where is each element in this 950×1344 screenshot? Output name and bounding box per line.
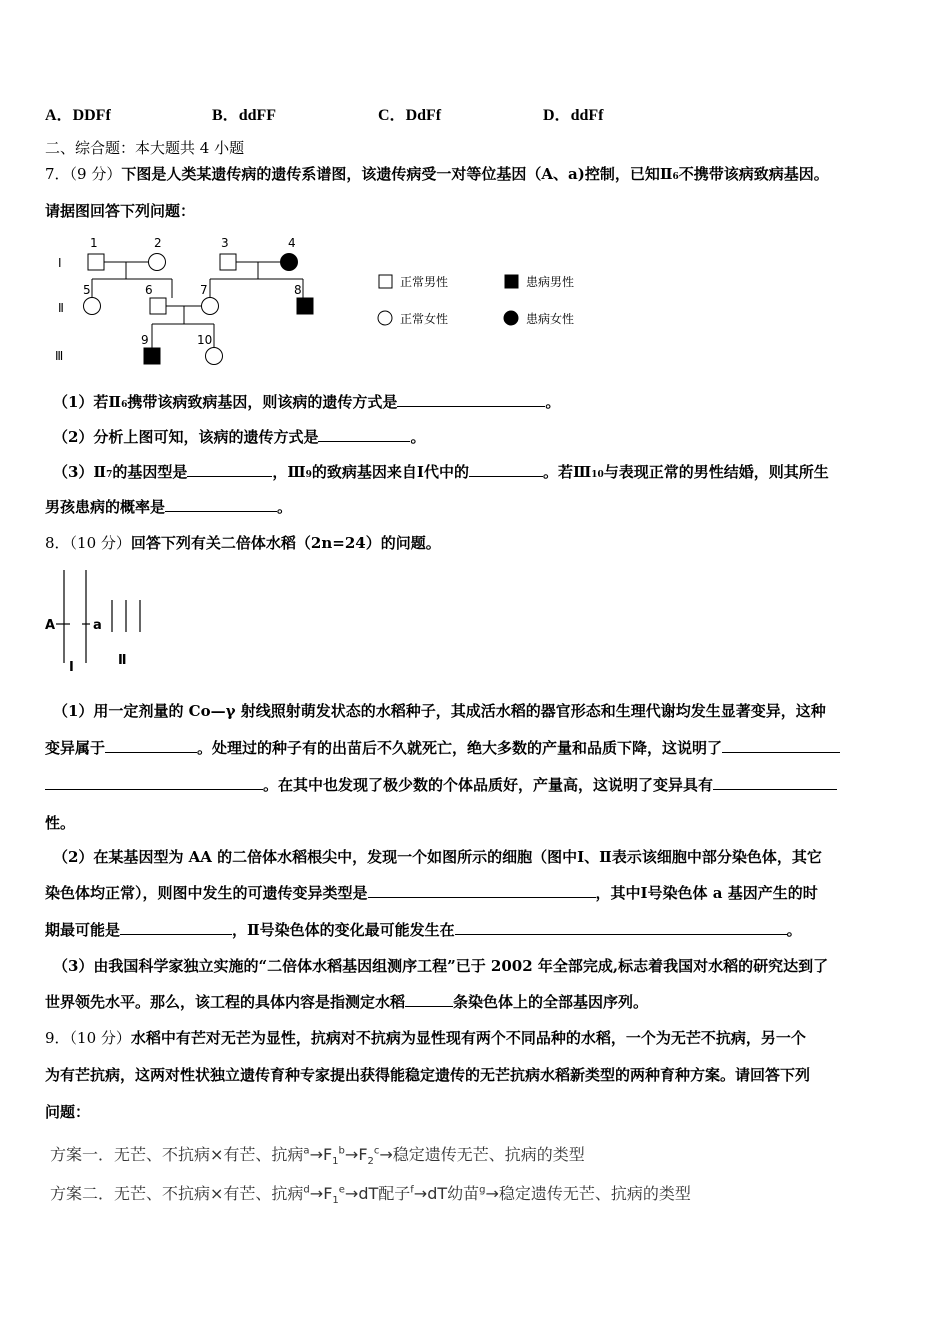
scheme-one: 方案一．无芒、不抗病×有芒、抗病$^a\to F_1^b\to F_2^c\to$稳定遗传无芒、抗病的类型 [50, 1145, 585, 1168]
blank-q7-3b[interactable] [469, 462, 543, 477]
individual-6 [150, 298, 166, 314]
individual-7 [202, 298, 219, 315]
blank-q7-3c[interactable] [165, 497, 277, 512]
individual-5 [84, 298, 101, 315]
q7-prompt: 请据图回答下列问题： [45, 202, 196, 220]
q8-part1-line3: 。在其中也发现了极少数的个体品质好，产量高，这说明了变异具有 [45, 774, 837, 795]
svg-text:a: a [93, 618, 102, 633]
svg-text:1: 1 [90, 236, 98, 250]
gen-label-1: Ⅰ [58, 256, 62, 270]
svg-text:10: 10 [197, 333, 213, 347]
blank-q8-1c[interactable] [713, 775, 837, 790]
q7-part2: （2）分析上图可知，该病的遗传方式是 。 [53, 428, 426, 446]
svg-text:2: 2 [154, 236, 162, 250]
individual-8 [297, 298, 313, 314]
section-title: 二、综合题：本大题共 4 小题 [45, 139, 245, 157]
q8-stem: 8．（10 分）回答下列有关二倍体水稻（2n=24）的问题。 [45, 534, 441, 552]
svg-text:6: 6 [145, 283, 153, 297]
q7-part1: （1）若Ⅱ6携带该病致病基因，则该病的遗传方式是 。 [53, 393, 561, 411]
individual-3 [220, 254, 236, 270]
individual-9 [144, 348, 160, 364]
svg-text:5: 5 [83, 283, 91, 297]
blank-q7-2[interactable] [318, 427, 410, 442]
svg-text:Ⅰ: Ⅰ [69, 660, 74, 675]
legend-normal-male: 正常男性 [400, 275, 449, 289]
blank-q8-1b[interactable] [722, 738, 840, 753]
q8-part1-line4: 性。 [45, 814, 76, 832]
q8-part3-line1: （3）由我国科学家独立实施的“二倍体水稻基因组测序工程”已于 2002 年全部完成,标志着我国对水稻的研究达到了 [53, 957, 829, 975]
blank-q8-2c[interactable] [455, 920, 787, 935]
blank-q7-1[interactable] [397, 392, 545, 407]
q8-part1-line2: 变异属于 。处理过的种子有的出苗后不久就死亡，绝大多数的产量和品质下降，这说明了 [45, 737, 840, 758]
chromosome-figure [40, 565, 170, 675]
svg-text:Ⅱ: Ⅱ [118, 653, 127, 668]
legend-affected-male: 患病男性 [526, 275, 575, 289]
svg-text:3: 3 [221, 236, 229, 250]
blank-q7-3a[interactable] [187, 462, 272, 477]
individual-4 [281, 254, 298, 271]
blank-q8-1b-cont[interactable] [45, 775, 263, 790]
option-c: C．DdFf [378, 107, 442, 124]
q8-part3-line2: 世界领先水平。那么，该工程的具体内容是指测定水稻 条染色体上的全部基因序列。 [45, 993, 649, 1011]
svg-text:9: 9 [141, 333, 149, 347]
svg-text:7: 7 [200, 283, 208, 297]
option-b: B．ddFF [212, 107, 277, 124]
individual-10 [206, 348, 223, 365]
blank-q8-3[interactable] [405, 992, 453, 1007]
blank-q8-2b[interactable] [120, 920, 232, 935]
legend-affected-female: 患病女性 [526, 312, 575, 326]
gen-label-3: Ⅲ [55, 349, 64, 363]
svg-text:8: 8 [294, 283, 302, 297]
pedigree-chart [40, 232, 620, 372]
q7-part3: （3）Ⅱ7的基因型是 ，Ⅲ9的致病基因来自Ⅰ代中的 。若Ⅲ10与表现正常的男性结婚，则其所生 [53, 463, 829, 481]
q7-part3-cont: 男孩患病的概率是 。 [45, 498, 293, 516]
q9-stem-line1: 9．（10 分）水稻中有芒对无芒为显性，抗病对不抗病为显性现有两个不同品种的水稻，一个为无芒不抗病，另一个 [45, 1029, 806, 1047]
blank-q8-2a[interactable] [368, 883, 596, 898]
q8-part2-line3: 期最可能是 ，Ⅱ号染色体的变化最可能发生在 。 [45, 921, 802, 939]
q9-stem-line3: 问题： [45, 1103, 91, 1121]
option-a: A．DDFf [45, 107, 111, 124]
gen-label-2: Ⅱ [58, 301, 64, 315]
scheme-two: 方案二．无芒、不抗病×有芒、抗病$^d\to F_1^e\to dT$配子$^f$→dT幼苗$^g$→稳定遗传无芒、抗病的类型 [50, 1184, 691, 1207]
q8-part2-line2: 染色体均正常），则图中发生的可遗传变异类型是 ，其中Ⅰ号染色体 a 基因产生的时 [45, 884, 818, 902]
svg-text:4: 4 [288, 236, 296, 250]
legend-normal-female: 正常女性 [400, 312, 449, 326]
q9-stem-line2: 为有芒抗病，这两对性状独立遗传育种专家提出获得能稳定遗传的无芒抗病水稻新类型的两种育种方案。请回答下列 [45, 1066, 811, 1084]
q7-stem: 7．（9 分）下图是人类某遗传病的遗传系谱图，该遗传病受一对等位基因（A、a)控制，已知Ⅱ6不携带该病致病基因。 [45, 165, 829, 183]
individual-1 [88, 254, 104, 270]
q8-part1-line1: （1）用一定剂量的 Co—γ 射线照射萌发状态的水稻种子，其成活水稻的器官形态和生理代谢均发生显著变异，这种 [53, 702, 826, 720]
individual-2 [149, 254, 166, 271]
svg-text:A: A [45, 618, 56, 633]
q8-part2-line1: （2）在某基因型为 AA 的二倍体水稻根尖中，发现一个如图所示的细胞（图中Ⅰ、Ⅱ表示该细胞中部分染色体，其它 [53, 848, 822, 866]
blank-q8-1a[interactable] [105, 738, 197, 753]
option-d: D．ddFf [543, 107, 604, 124]
